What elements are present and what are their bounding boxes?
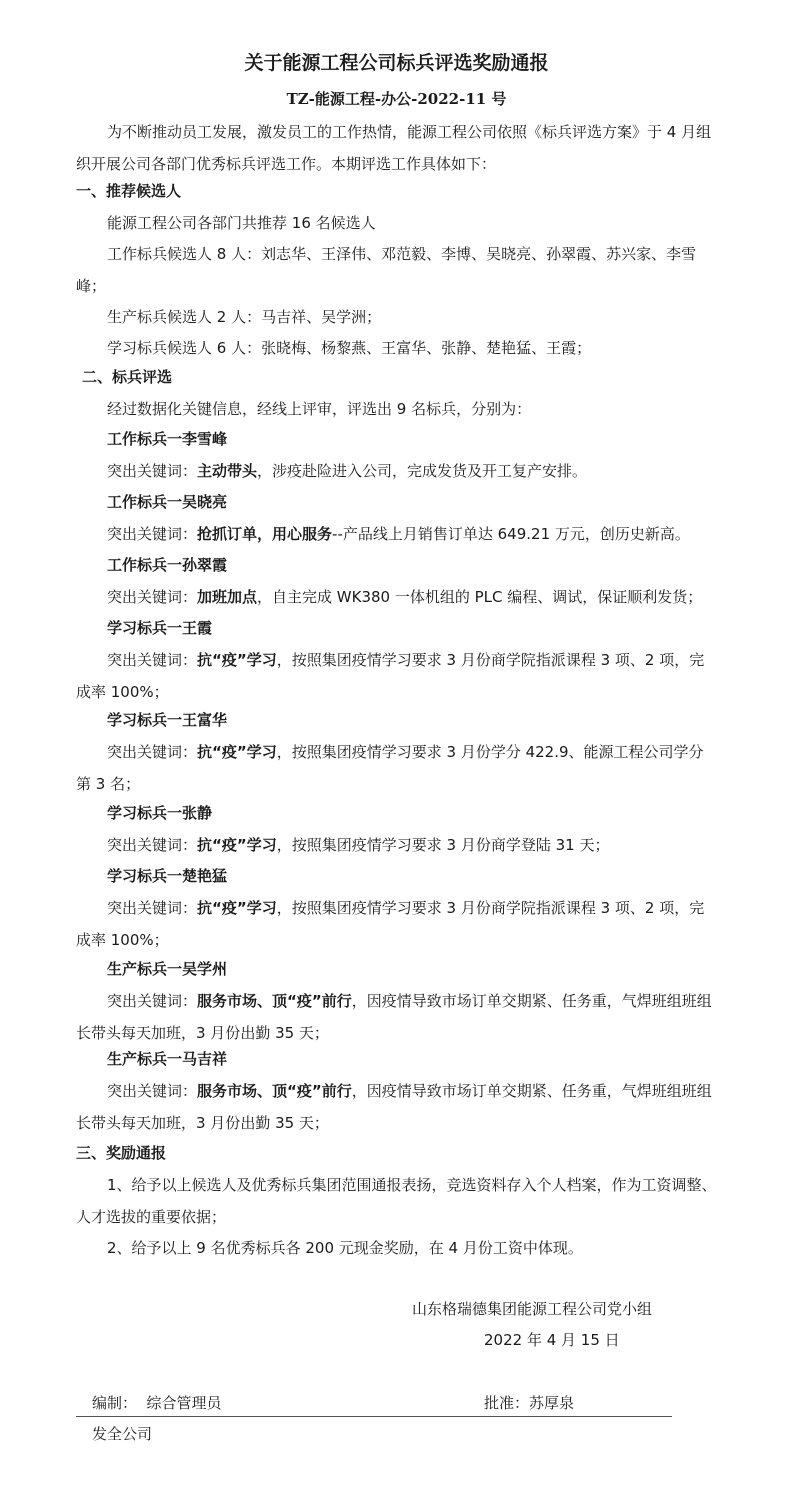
- signature-date: 2022 年 4 月 15 日: [484, 1331, 620, 1349]
- footer-distribution: 发全公司: [92, 1425, 153, 1443]
- keyword-detail: ，按照集团疫情学习要求 3 月份商学院指派课程 3 项、2 项，完成率 100%；: [76, 651, 705, 701]
- keyword-prefix: 突出关键词：: [107, 588, 198, 606]
- keyword-prefix: 突出关键词：: [107, 743, 198, 761]
- keyword-prefix: 突出关键词：: [107, 525, 198, 543]
- keyword-detail: ，因疫情导致市场订单交期紧、任务重，气焊班组班组长带头每天加班，3 月份出勤 35 天；: [76, 1082, 712, 1132]
- winner-title: 工作标兵一李雪峰: [107, 430, 228, 448]
- keyword: 抢抓订单，用心服务: [197, 525, 333, 543]
- footer-approver: 批准：苏厚泉: [484, 1394, 575, 1412]
- winner-keywords: [76, 892, 718, 956]
- selection-intro: 经过数据化关键信息，经线上评审，评选出 9 名标兵，分别为：: [107, 400, 532, 418]
- keyword-detail: ，涉疫赴险进入公司，完成发货及开工复产安排。: [257, 462, 588, 480]
- winner-title: 学习标兵一楚艳猛: [107, 867, 228, 885]
- winner-keywords: [76, 985, 718, 1049]
- winner-title: 学习标兵一王富华: [107, 711, 228, 729]
- document-title: 关于能源工程公司标兵评选奖励通报: [244, 52, 549, 74]
- keyword-detail: ，按照集团疫情学习要求 3 月份商学登陆 31 天；: [276, 836, 610, 854]
- keyword-detail: ，自主完成 WK380 一体机组的 PLC 编程、调试，保证顺利发货；: [257, 588, 703, 606]
- reward-item-2: 2、给予以上 9 名优秀标兵各 200 元现金奖励，在 4 月份工资中体现。: [107, 1239, 583, 1257]
- winner-title: 学习标兵一王霞: [107, 619, 213, 637]
- keyword: 加班加点: [197, 588, 258, 606]
- work-candidates: 工作标兵候选人 8 人：刘志华、王泽伟、邓范毅、李博、吴晓亮、孙翠霞、苏兴家、李雪峰；: [76, 245, 697, 295]
- footer-author: 编制： 综合管理员: [92, 1394, 222, 1412]
- winner-keywords: [76, 1075, 718, 1139]
- winner-keywords: [76, 644, 718, 708]
- document-number: TZ-能源工程-办公-2022-11 号: [286, 90, 507, 108]
- keyword-prefix: 突出关键词：: [107, 836, 198, 854]
- section-heading-selection: 二、标兵评选: [82, 368, 173, 386]
- keyword: 抗“疫”学习: [197, 743, 277, 761]
- candidates-total: 能源工程公司各部门共推荐 16 名候选人: [107, 214, 376, 232]
- intro-paragraph: 为不断推动员工发展，激发员工的工作热情，能源工程公司依照《标兵评选方案》于 4 月组织开展公司各部门优秀标兵评选工作。本期评选工作具体如下：: [76, 123, 712, 173]
- keyword-prefix: 突出关键词：: [107, 651, 198, 669]
- section-heading-candidates: 一、推荐候选人: [76, 182, 182, 200]
- keyword-prefix: 突出关键词：: [107, 1082, 198, 1100]
- winner-keywords: [76, 736, 718, 800]
- keyword: 主动带头: [197, 462, 258, 480]
- keyword-prefix: 突出关键词：: [107, 899, 198, 917]
- section-heading-rewards: 三、奖励通报: [76, 1144, 167, 1162]
- keyword-detail: ，因疫情导致市场订单交期紧、任务重，气焊班组班组长带头每天加班，3 月份出勤 35 天；: [76, 992, 712, 1042]
- winner-keywords: [76, 829, 718, 861]
- reward-item-1: 1、给予以上候选人及优秀标兵集团范围通报表扬，竞选资料存入个人档案，作为工资调整、人才选拔的重要依据；: [76, 1176, 717, 1226]
- winner-keywords: [76, 581, 718, 613]
- keyword: 抗“疫”学习: [197, 899, 277, 917]
- winner-title: 工作标兵一吴晓亮: [107, 493, 228, 511]
- winner-title: 学习标兵一张静: [107, 804, 213, 822]
- winner-title: 生产标兵一吴学州: [107, 960, 228, 978]
- production-candidates: 生产标兵候选人 2 人：马吉祥、吴学洲；: [107, 308, 382, 326]
- winner-keywords: [76, 455, 718, 487]
- keyword: 抗“疫”学习: [197, 651, 277, 669]
- keyword: 服务市场、顶“疫”前行: [197, 1082, 352, 1100]
- winner-title: 生产标兵一马吉祥: [107, 1050, 228, 1068]
- keyword-detail: ，按照集团疫情学习要求 3 月份学分 422.9、能源工程公司学分第 3 名；: [76, 743, 704, 793]
- study-candidates: 学习标兵候选人 6 人：张晓梅、杨黎燕、王富华、张静、楚艳猛、王霞；: [107, 339, 592, 357]
- keyword-prefix: 突出关键词：: [107, 462, 198, 480]
- signature-org: 山东格瑞德集团能源工程公司党小组: [412, 1300, 653, 1318]
- keyword: 服务市场、顶“疫”前行: [197, 992, 352, 1010]
- footer-divider: [76, 1416, 672, 1417]
- winner-title: 工作标兵一孙翠霞: [107, 556, 228, 574]
- keyword-detail: --产品线上月销售订单达 649.21 万元，创历史新高。: [332, 525, 690, 543]
- winner-keywords: [76, 518, 718, 550]
- keyword: 抗“疫”学习: [197, 836, 277, 854]
- keyword-prefix: 突出关键词：: [107, 992, 198, 1010]
- keyword-detail: ，按照集团疫情学习要求 3 月份商学院指派课程 3 项、2 项，完成率 100%；: [76, 899, 705, 949]
